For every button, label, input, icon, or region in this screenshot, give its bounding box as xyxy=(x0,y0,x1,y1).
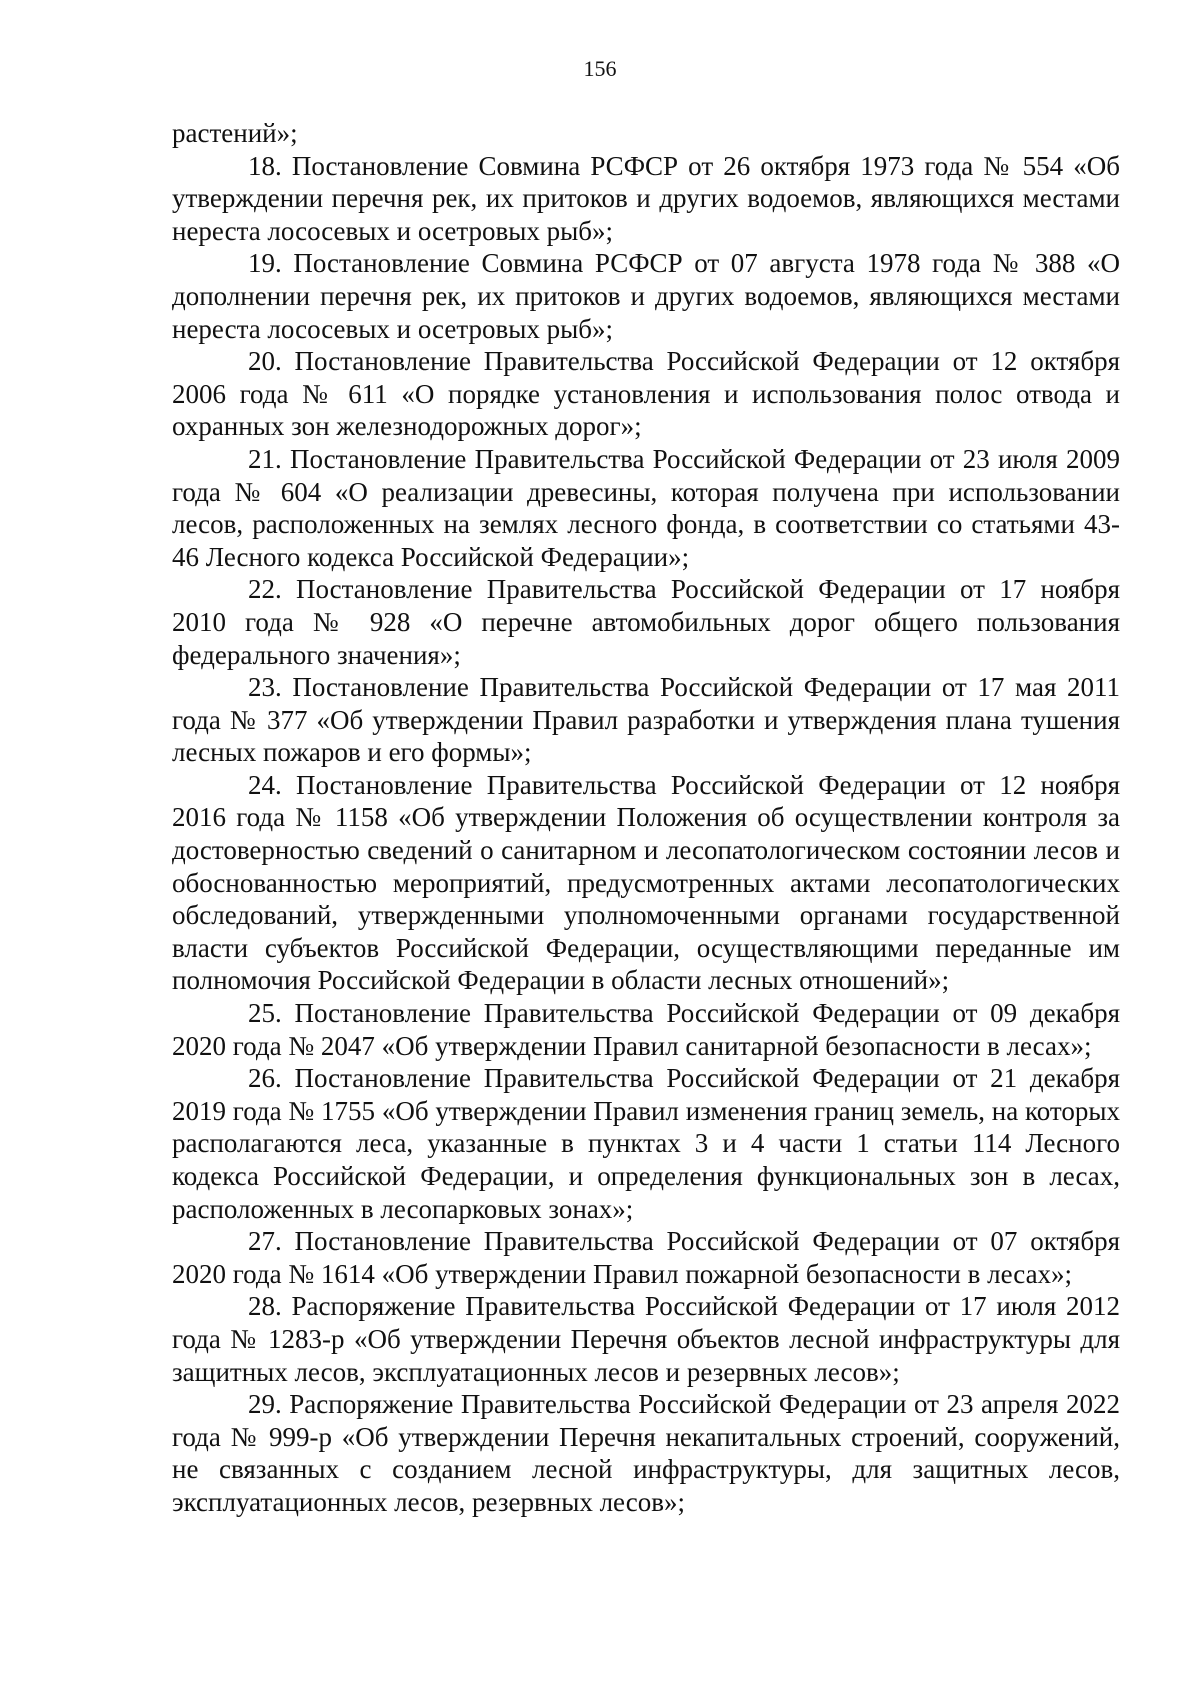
document-body xyxy=(172,117,1120,1519)
list-item-26: 26. Постановление Правительства Российской Федерации от 21 декабря 2019 года № 1755 «Об утверждении Правил изменения границ земель, на которых располагаются леса, указанные в пунктах 3 и 4 части 1 статьи 114 Лесного кодекса Российской Федерации, и определения функциональных зон в лесах, расположенных в лесопарковых зонах»; xyxy=(172,1063,1120,1224)
list-item-29: 29. Распоряжение Правительства Российской Федерации от 23 апреля 2022 года № 999-р «Об утверждении Перечня некапитальных строений, сооружений, не связанных с созданием лесной инфраструктуры, для защитных лесов, эксплуатационных лесов, резервных лесов»; xyxy=(172,1389,1120,1517)
list-item-20: 20. Постановление Правительства Российской Федерации от 12 октября 2006 года № 611 «О порядке установления и использования полос отвода и охранных зон железнодорожных дорог»; xyxy=(172,346,1120,442)
list-item-23: 23. Постановление Правительства Российской Федерации от 17 мая 2011 года № 377 «Об утверждении Правил разработки и утверждения плана тушения лесных пожаров и его формы»; xyxy=(172,672,1120,768)
page-number: 156 xyxy=(583,56,617,81)
list-item-19: 19. Постановление Совмина РСФСР от 07 августа 1978 года № 388 «О дополнении перечня рек, их притоков и других водоемов, являющихся местами нереста лососевых и осетровых рыб»; xyxy=(172,248,1120,344)
list-item-28: 28. Распоряжение Правительства Российской Федерации от 17 июля 2012 года № 1283-р «Об утверждении Перечня объектов лесной инфраструктуры для защитных лесов, эксплуатационных лесов и резервных лесов»; xyxy=(172,1291,1120,1387)
list-item-18: 18. Постановление Совмина РСФСР от 26 октября 1973 года № 554 «Об утверждении перечня рек, их притоков и других водоемов, являющихся местами нереста лососевых и осетровых рыб»; xyxy=(172,150,1120,246)
list-item-22: 22. Постановление Правительства Российской Федерации от 17 ноября 2010 года № 928 «О перечне автомобильных дорог общего пользования федерального значения»; xyxy=(172,574,1120,670)
list-item-24: 24. Постановление Правительства Российской Федерации от 12 ноября 2016 года № 1158 «Об утверждении Положения об осуществлении контроля за достоверностью сведений о санитарном и лесопатологическом состоянии лесов и обоснованностью мероприятий, предусмотренных актами лесопатологических обследований, утвержденными уполномоченными органами государственной власти субъектов Российской Федерации, осуществляющими переданные им полномочия Российской Федерации в области лесных отношений»; xyxy=(172,769,1120,996)
continuation-text: растений»; xyxy=(172,118,298,148)
list-item-25: 25. Постановление Правительства Российской Федерации от 09 декабря 2020 года № 2047 «Об утверждении Правил санитарной безопасности в лесах»; xyxy=(172,998,1120,1061)
list-item-21: 21. Постановление Правительства Российской Федерации от 23 июля 2009 года № 604 «О реализации древесины, которая получена при использовании лесов, расположенных на землях лесного фонда, в соответствии со статьями 43-46 Лесного кодекса Российской Федерации»; xyxy=(172,443,1120,572)
list-item-27: 27. Постановление Правительства Российской Федерации от 07 октября 2020 года № 1614 «Об утверждении Правил пожарной безопасности в лесах»; xyxy=(172,1226,1120,1289)
